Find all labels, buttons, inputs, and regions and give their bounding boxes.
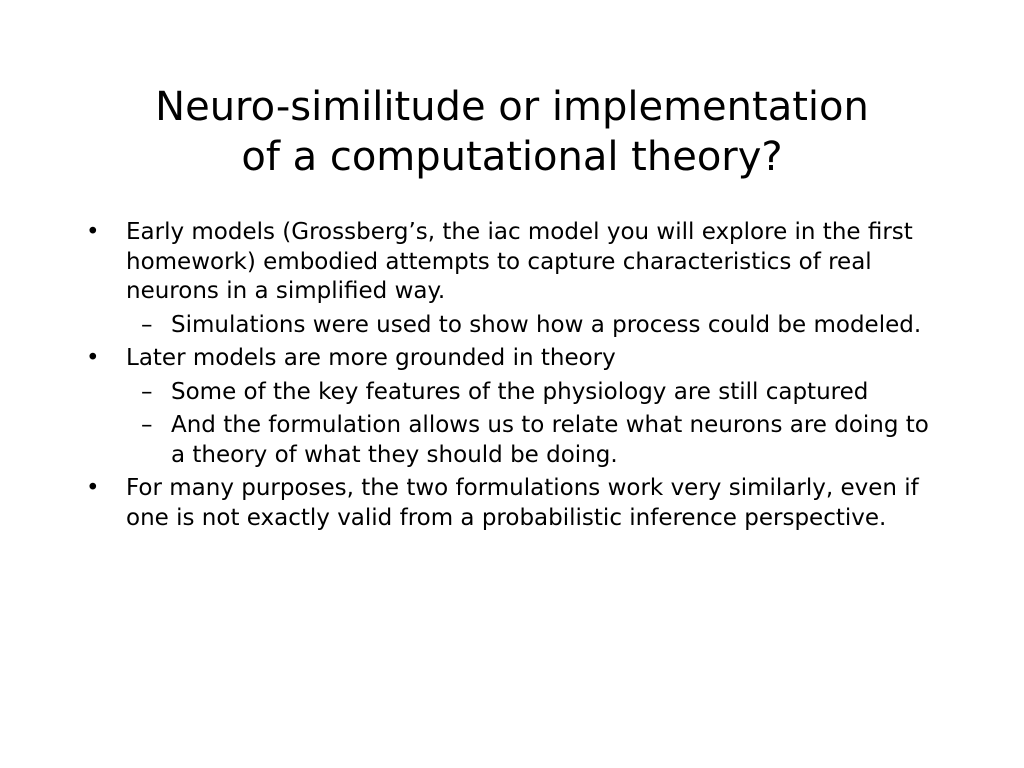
bullet-symbol: • [86,475,100,501]
sub-item [126,411,946,470]
sub-list [126,378,946,471]
bullet-text: Early models (Grossberg’s, the iac model you will explore in the first homework) embodied attempts to capture characteristics of real neurons in a simplified way. [126,219,913,304]
sub-item [126,311,946,341]
bullet-item-3 [86,474,946,533]
bullet-text: Later models are more grounded in theory [126,345,616,371]
bullet-list [86,218,946,537]
sub-item [126,378,946,408]
dash-symbol: – [141,311,153,338]
slide-title [60,82,964,182]
title-line-1: Neuro-similitude or implementation [155,84,869,130]
bullet-item-1 [86,218,946,340]
sub-item-text: Simulations were used to show how a process could be modeled. [171,311,922,338]
bullet-text: For many purposes, the two formulations work very similarly, even if one is not exactly valid from a probabilistic inference perspective. [126,475,919,531]
dash-symbol: – [141,412,153,438]
title-line-2: of a computational theory? [241,134,783,180]
dash-symbol: – [141,378,153,405]
bullet-item-2 [86,344,946,470]
bullet-symbol: • [86,219,100,245]
sub-item-text: And the formulation allows us to relate what neurons are doing to a theory of what they should be doing. [171,412,929,468]
bullet-symbol: • [86,345,100,371]
sub-item-text: Some of the key features of the physiology are still captured [171,378,869,405]
sub-list [126,311,946,341]
